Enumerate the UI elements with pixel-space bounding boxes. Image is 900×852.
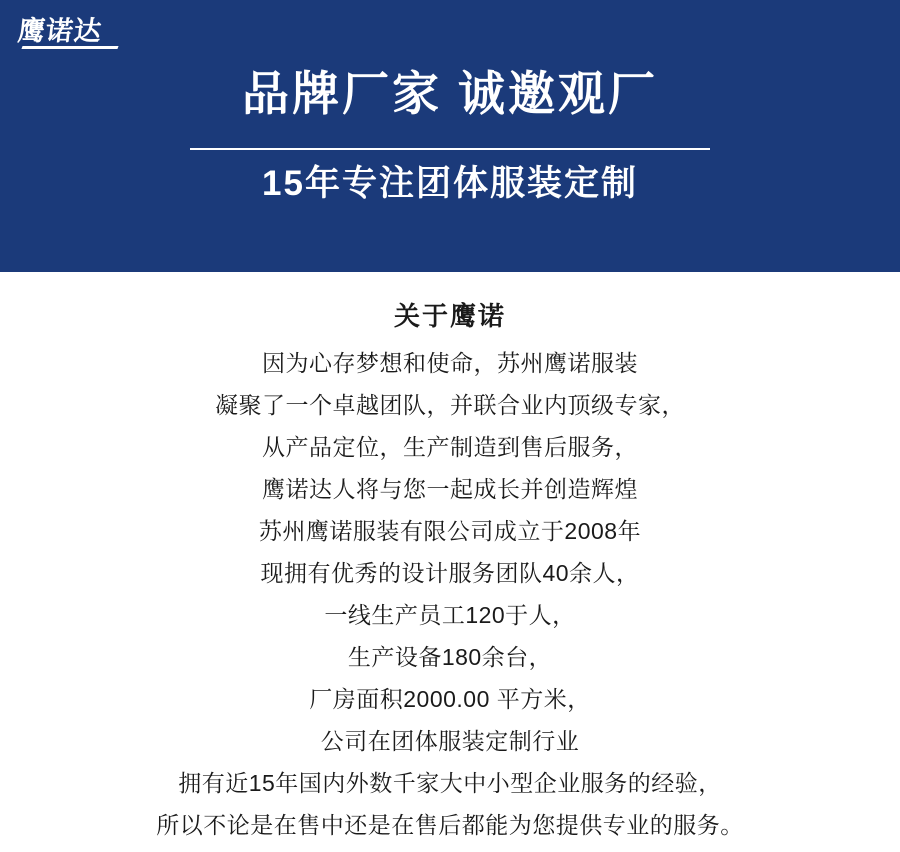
- about-line: 公司在团体服装定制行业: [320, 728, 580, 754]
- brand-logo-text: 鹰诺达: [16, 16, 104, 46]
- about-line: 凝聚了一个卓越团队，并联合业内顶级专家，: [215, 392, 685, 418]
- brand-logo: [18, 14, 128, 62]
- about-line: 生产设备180余台，: [347, 644, 553, 670]
- about-body: [0, 342, 900, 846]
- hero-banner: [0, 0, 900, 272]
- about-line: 因为心存梦想和使命，苏州鹰诺服装: [262, 350, 638, 376]
- about-line: 现拥有优秀的设计服务团队40余人，: [260, 560, 640, 586]
- about-line: 一线生产员工120于人，: [324, 602, 576, 628]
- about-title: 关于鹰诺: [393, 301, 506, 331]
- about-line: 所以不论是在售中还是在售后都能为您提供专业的服务。: [156, 812, 744, 838]
- banner-divider: [190, 148, 710, 150]
- about-line: 鹰诺达人将与您一起成长并创造辉煌: [262, 476, 638, 502]
- banner-subheadline: 15年专注团体服装定制: [262, 164, 638, 203]
- banner-headline: 品牌厂家 诚邀观厂: [241, 67, 659, 120]
- about-section: [0, 272, 900, 846]
- about-line: 拥有近15年国内外数千家大中小型企业服务的经验，: [178, 770, 722, 796]
- brand-logo-underline: [21, 46, 118, 49]
- about-line: 厂房面积2000.00 平方米，: [309, 686, 591, 712]
- about-line: 从产品定位，生产制造到售后服务，: [262, 434, 638, 460]
- about-line: 苏州鹰诺服装有限公司成立于2008年: [258, 518, 642, 544]
